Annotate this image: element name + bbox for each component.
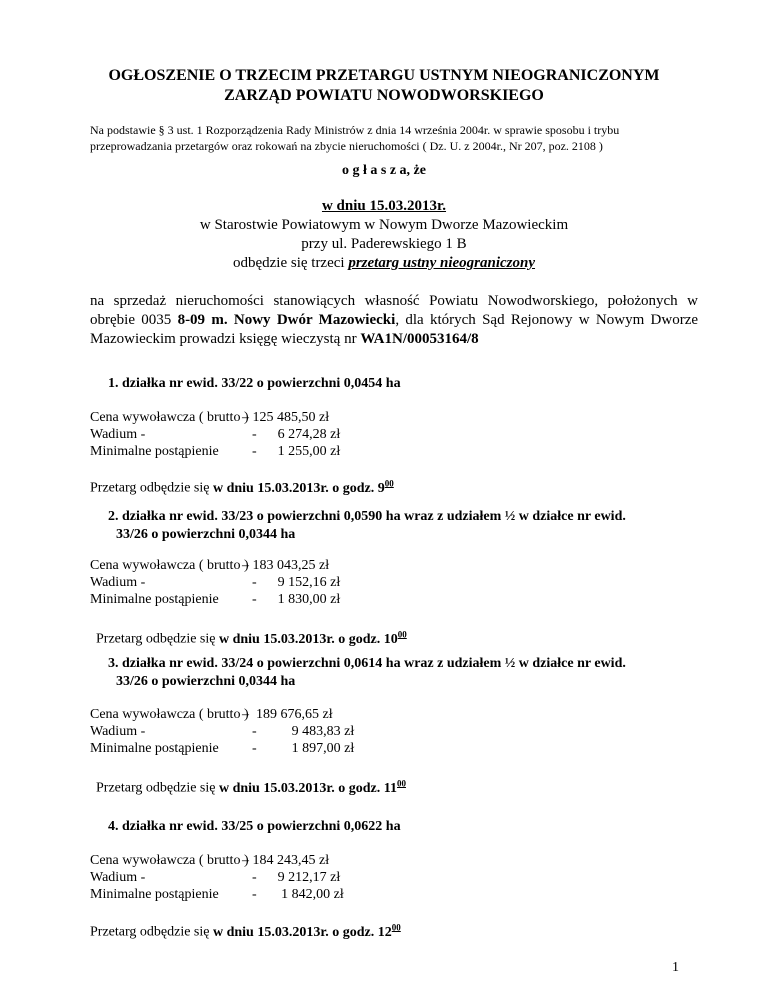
- lot-3-prices: [90, 706, 354, 757]
- auction-minutes: 00: [397, 778, 406, 788]
- announces: o g ł a s z a, że: [342, 163, 426, 178]
- lot-1-prices: [90, 409, 340, 460]
- auction-when: w dniu 15.03.2013r. o godz. 10: [218, 631, 398, 647]
- lot-heading-text: 3. działka nr ewid. 33/24 o powierzchni 0,0614 ha wraz z udziałem ½ w działce nr ewid.: [108, 656, 626, 671]
- title-line-2: ZARZĄD POWIATU NOWODWORSKIEGO: [224, 87, 544, 104]
- price-label: Cena wywoławcza ( brutto ): [90, 707, 249, 722]
- auction-minutes: 00: [397, 629, 407, 639]
- auction-when: w dniu 15.03.2013r. o godz. 9: [212, 480, 385, 496]
- intro-area: 8-09 m. Nowy Dwór Mazowiecki: [177, 312, 396, 328]
- price-label: Cena wywoławcza ( brutto ): [90, 558, 249, 573]
- auction-minutes: 00: [384, 478, 394, 488]
- min-step-label: Minimalne postąpienie: [90, 592, 219, 607]
- price-value: – 183 043,25 zł: [242, 558, 330, 573]
- auction-text: Przetarg odbędzie się: [90, 924, 210, 940]
- lot-3-auction-time: [96, 774, 406, 798]
- price-value: – 125 485,50 zł: [242, 410, 330, 425]
- deposit-value: - 9 483,83 zł: [252, 724, 355, 739]
- title-line-1: OGŁOSZENIE O TRZECIM PRZETARGU USTNYM NIEOGRANICZONYM: [108, 67, 660, 84]
- intro-text-1: na sprzedaż nieruchomości stanowiących własność Powiatu Nowodworskiego, położonych w obrębie 0035: [90, 293, 698, 328]
- min-step-value: - 1 842,00 zł: [252, 887, 344, 902]
- deposit-label: Wadium -: [90, 724, 146, 739]
- lot-1-heading: [108, 375, 698, 393]
- auction-date: w dniu 15.03.2013r.: [321, 198, 447, 214]
- min-step-label: Minimalne postąpienie: [90, 741, 219, 756]
- auction-type: przetarg ustny nieograniczony: [348, 255, 536, 271]
- legal-basis: [90, 122, 700, 154]
- legal-basis-line-2: przeprowadzania przetargów oraz rokowań na zbycie nieruchomości ( Dz. U. z 2004r., Nr 207, poz. 2108 ): [90, 139, 603, 153]
- deposit-value: - 9 152,16 zł: [252, 575, 341, 590]
- min-step-value: - 1 897,00 zł: [252, 741, 355, 756]
- auction-when: w dniu 15.03.2013r. o godz. 11: [218, 780, 397, 796]
- lot-heading-continuation: 33/26 o powierzchni 0,0344 ha: [116, 527, 296, 542]
- deposit-label: Wadium -: [90, 427, 146, 442]
- lot-1-auction-time: [90, 474, 394, 498]
- price-value: – 184 243,45 zł: [242, 853, 330, 868]
- price-label: Cena wywoławcza ( brutto ): [90, 410, 249, 425]
- min-step-label: Minimalne postąpienie: [90, 887, 219, 902]
- intro-text-2: , dla których Sąd Rejonowy w Nowym Dworze Mazowieckim prowadzi księgę wieczystą nr: [90, 312, 699, 347]
- auction-minutes: 00: [391, 922, 401, 932]
- auction-text: Przetarg odbędzie się: [96, 780, 216, 796]
- lot-4-auction-time: [90, 918, 401, 942]
- deposit-label: Wadium -: [90, 575, 146, 590]
- lot-heading-continuation: 33/26 o powierzchni 0,0344 ha: [116, 674, 296, 689]
- auction-kind-line: [60, 254, 708, 273]
- auction-prefix: odbędzie się trzeci: [232, 255, 345, 271]
- place-line-1: w Starostwie Powiatowym w Nowym Dworze Mazowieckim: [199, 217, 569, 233]
- lot-2-prices: [90, 557, 340, 608]
- auction-when: w dniu 15.03.2013r. o godz. 12: [212, 924, 392, 940]
- price-value: – 189 676,65 zł: [242, 707, 333, 722]
- lot-2-heading: [108, 508, 698, 544]
- land-register-number: WA1N/00053164/8: [360, 331, 479, 347]
- lot-heading-text: 1. działka nr ewid. 33/22 o powierzchni 0,0454 ha: [108, 376, 401, 391]
- min-step-value: - 1 830,00 zł: [252, 592, 341, 607]
- auction-location-block: [60, 197, 708, 273]
- page-number: 1: [672, 960, 679, 975]
- deposit-value: - 9 212,17 zł: [252, 870, 341, 885]
- lot-heading-text: 2. działka nr ewid. 33/23 o powierzchni 0,0590 ha wraz z udziałem ½ w działce nr ewid.: [108, 509, 626, 524]
- min-step-label: Minimalne postąpienie: [90, 444, 219, 459]
- deposit-value: - 6 274,28 zł: [252, 427, 341, 442]
- legal-basis-line-1: Na podstawie § 3 ust. 1 Rozporządzenia Rady Ministrów z dnia 14 września 2004r. w sprawie sposobu i trybu: [90, 123, 620, 137]
- auction-text: Przetarg odbędzie się: [90, 480, 210, 496]
- lot-4-prices: [90, 852, 344, 903]
- deposit-label: Wadium -: [90, 870, 146, 885]
- intro-paragraph: [90, 292, 698, 349]
- lot-heading-text: 4. działka nr ewid. 33/25 o powierzchni 0,0622 ha: [108, 819, 401, 834]
- auction-text: Przetarg odbędzie się: [96, 631, 216, 647]
- place-line-2: przy ul. Paderewskiego 1 B: [301, 236, 467, 252]
- lot-2-auction-time: [96, 625, 407, 649]
- price-label: Cena wywoławcza ( brutto ): [90, 853, 249, 868]
- min-step-value: - 1 255,00 zł: [252, 444, 341, 459]
- lot-4-heading: [108, 818, 698, 836]
- lot-3-heading: [108, 655, 698, 691]
